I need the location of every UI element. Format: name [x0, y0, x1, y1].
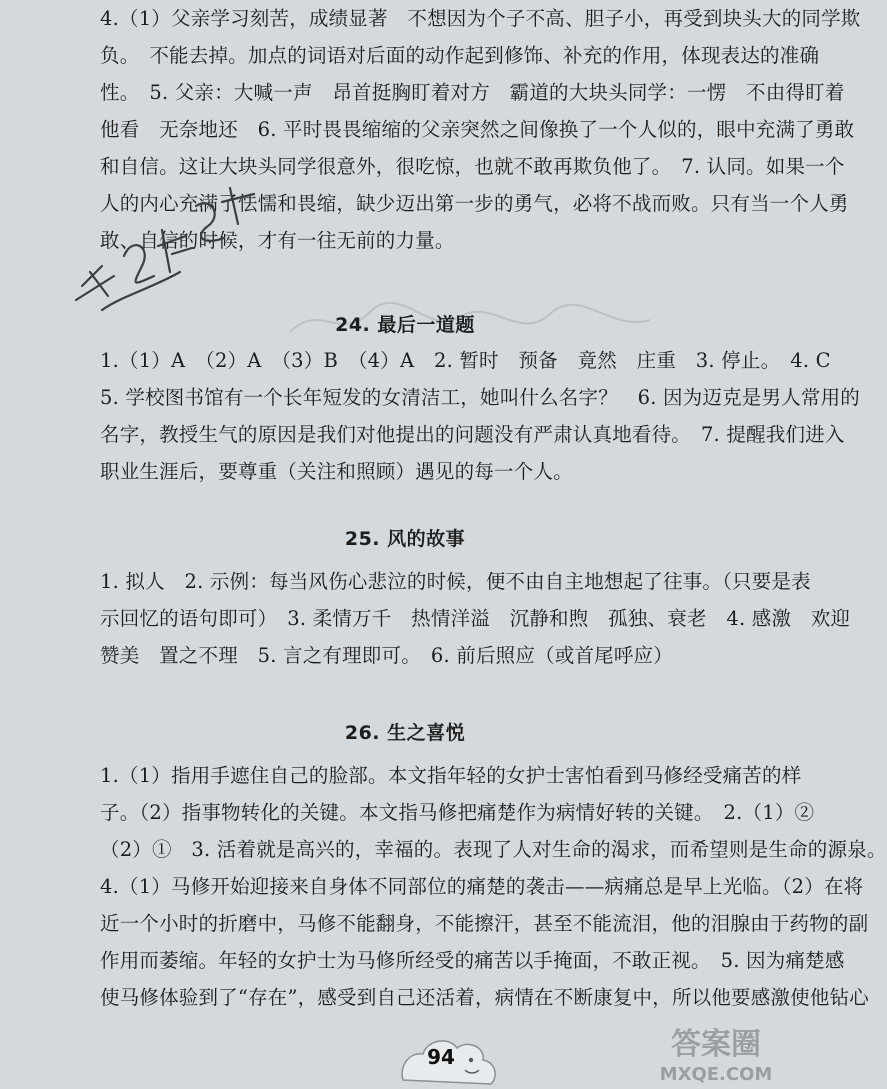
text-line: 性。 5. 父亲：大喊一声 昂首挺胸盯着对方 霸道的大块头同学：一愣 不由得盯着: [100, 81, 845, 104]
text-line: 示回忆的语句即可） 3. 柔情万千 热情洋溢 沉静和煦 孤独、衰老 4. 感激 欢迎: [100, 607, 851, 630]
text-line: 1. 拟人 2. 示例：每当风伤心悲泣的时候，便不由自主地想起了往事。（只要是表: [100, 570, 811, 593]
text-line: 作用而萎缩。年轻的女护士为马修所经受的痛苦以手掩面，不敢正视。 5. 因为痛楚感: [100, 949, 845, 972]
watermark-text-url: MXQE.COM: [659, 1064, 773, 1085]
section-24-paragraph: [100, 342, 861, 490]
page-number-badge: [395, 1030, 505, 1089]
section-26-paragraph: [100, 757, 887, 1016]
watermark-logo: [628, 1022, 804, 1088]
text-line: 子。（2）指事物转化的关键。本文指马修把痛楚作为病情好转的关键。 2.（1）②: [100, 801, 815, 824]
text-line: 近一个小时的折磨中，马修不能翻身，不能擦汗，甚至不能流泪，他的泪腺由于药物的副: [100, 912, 869, 935]
handwriting-scribble: [62, 176, 272, 316]
text-line: 名字，教授生气的原因是我们对他提出的问题没有严肃认真地看待。 7. 提醒我们进入: [100, 423, 845, 446]
text-line: 使马修体验到了“存在”，感受到自己还活着，病情在不断康复中，所以他要感激使他钻心: [100, 986, 869, 1009]
section-25-paragraph: [100, 563, 851, 674]
text-line: 他看 无奈地还 6. 平时畏畏缩缩的父亲突然之间像换了一个人似的，眼中充满了勇敢: [100, 118, 855, 141]
text-line: 1.（1）指用手遮住自己的脸部。本文指年轻的女护士害怕看到马修经受痛苦的样: [100, 764, 802, 787]
text-line: 5. 学校图书馆有一个长年短发的女清洁工，她叫什么名字？ 6. 因为迈克是男人常用的: [100, 386, 861, 409]
watermark-text-main: 答案圈: [671, 1027, 761, 1062]
text-line: 人的内心充满了怯懦和畏缩，缺少迈出第一步的勇气，必将不战而败。只有当一个人勇: [100, 192, 849, 215]
text-line: 4.（1）父亲学习刻苦，成绩显著 不想因为个子不高、胆子小，再受到块头大的同学欺: [100, 7, 861, 30]
text-line: 职业生涯后，要尊重（关注和照顾）遇见的每一个人。: [100, 460, 573, 483]
text-line: 4.（1）马修开始迎接来自身体不同部位的痛楚的袭击——病痛总是早上光临。（2）在将: [100, 875, 864, 898]
text-line: （2）① 3. 活着就是高兴的，幸福的。表现了人对生命的渴求，而希望则是生命的源泉。: [100, 838, 887, 861]
text-line: 1.（1）A （2）A （3）B （4）A 2. 暂时 预备 竟然 庄重 3. 停止。 4. C: [100, 349, 831, 372]
section-title-26: 26. 生之喜悦: [344, 722, 466, 744]
section-title-24: 24. 最后一道题: [335, 314, 475, 336]
section-title-25: 25. 风的故事: [344, 528, 466, 550]
text-line: 和自信。这让大块头同学很意外，很吃惊，也就不敢再欺负他了。 7. 认同。如果一个: [100, 155, 845, 178]
text-line: 负。 不能去掉。加点的词语对后面的动作起到修饰、补充的作用，体现表达的准确: [100, 44, 820, 67]
text-line: 敢、自信的时候，才有一往无前的力量。: [100, 229, 455, 252]
text-line: 赞美 置之不理 5. 言之有理即可。 6. 前后照应（或首尾呼应）: [100, 644, 673, 667]
page-number: 94: [427, 1045, 455, 1069]
